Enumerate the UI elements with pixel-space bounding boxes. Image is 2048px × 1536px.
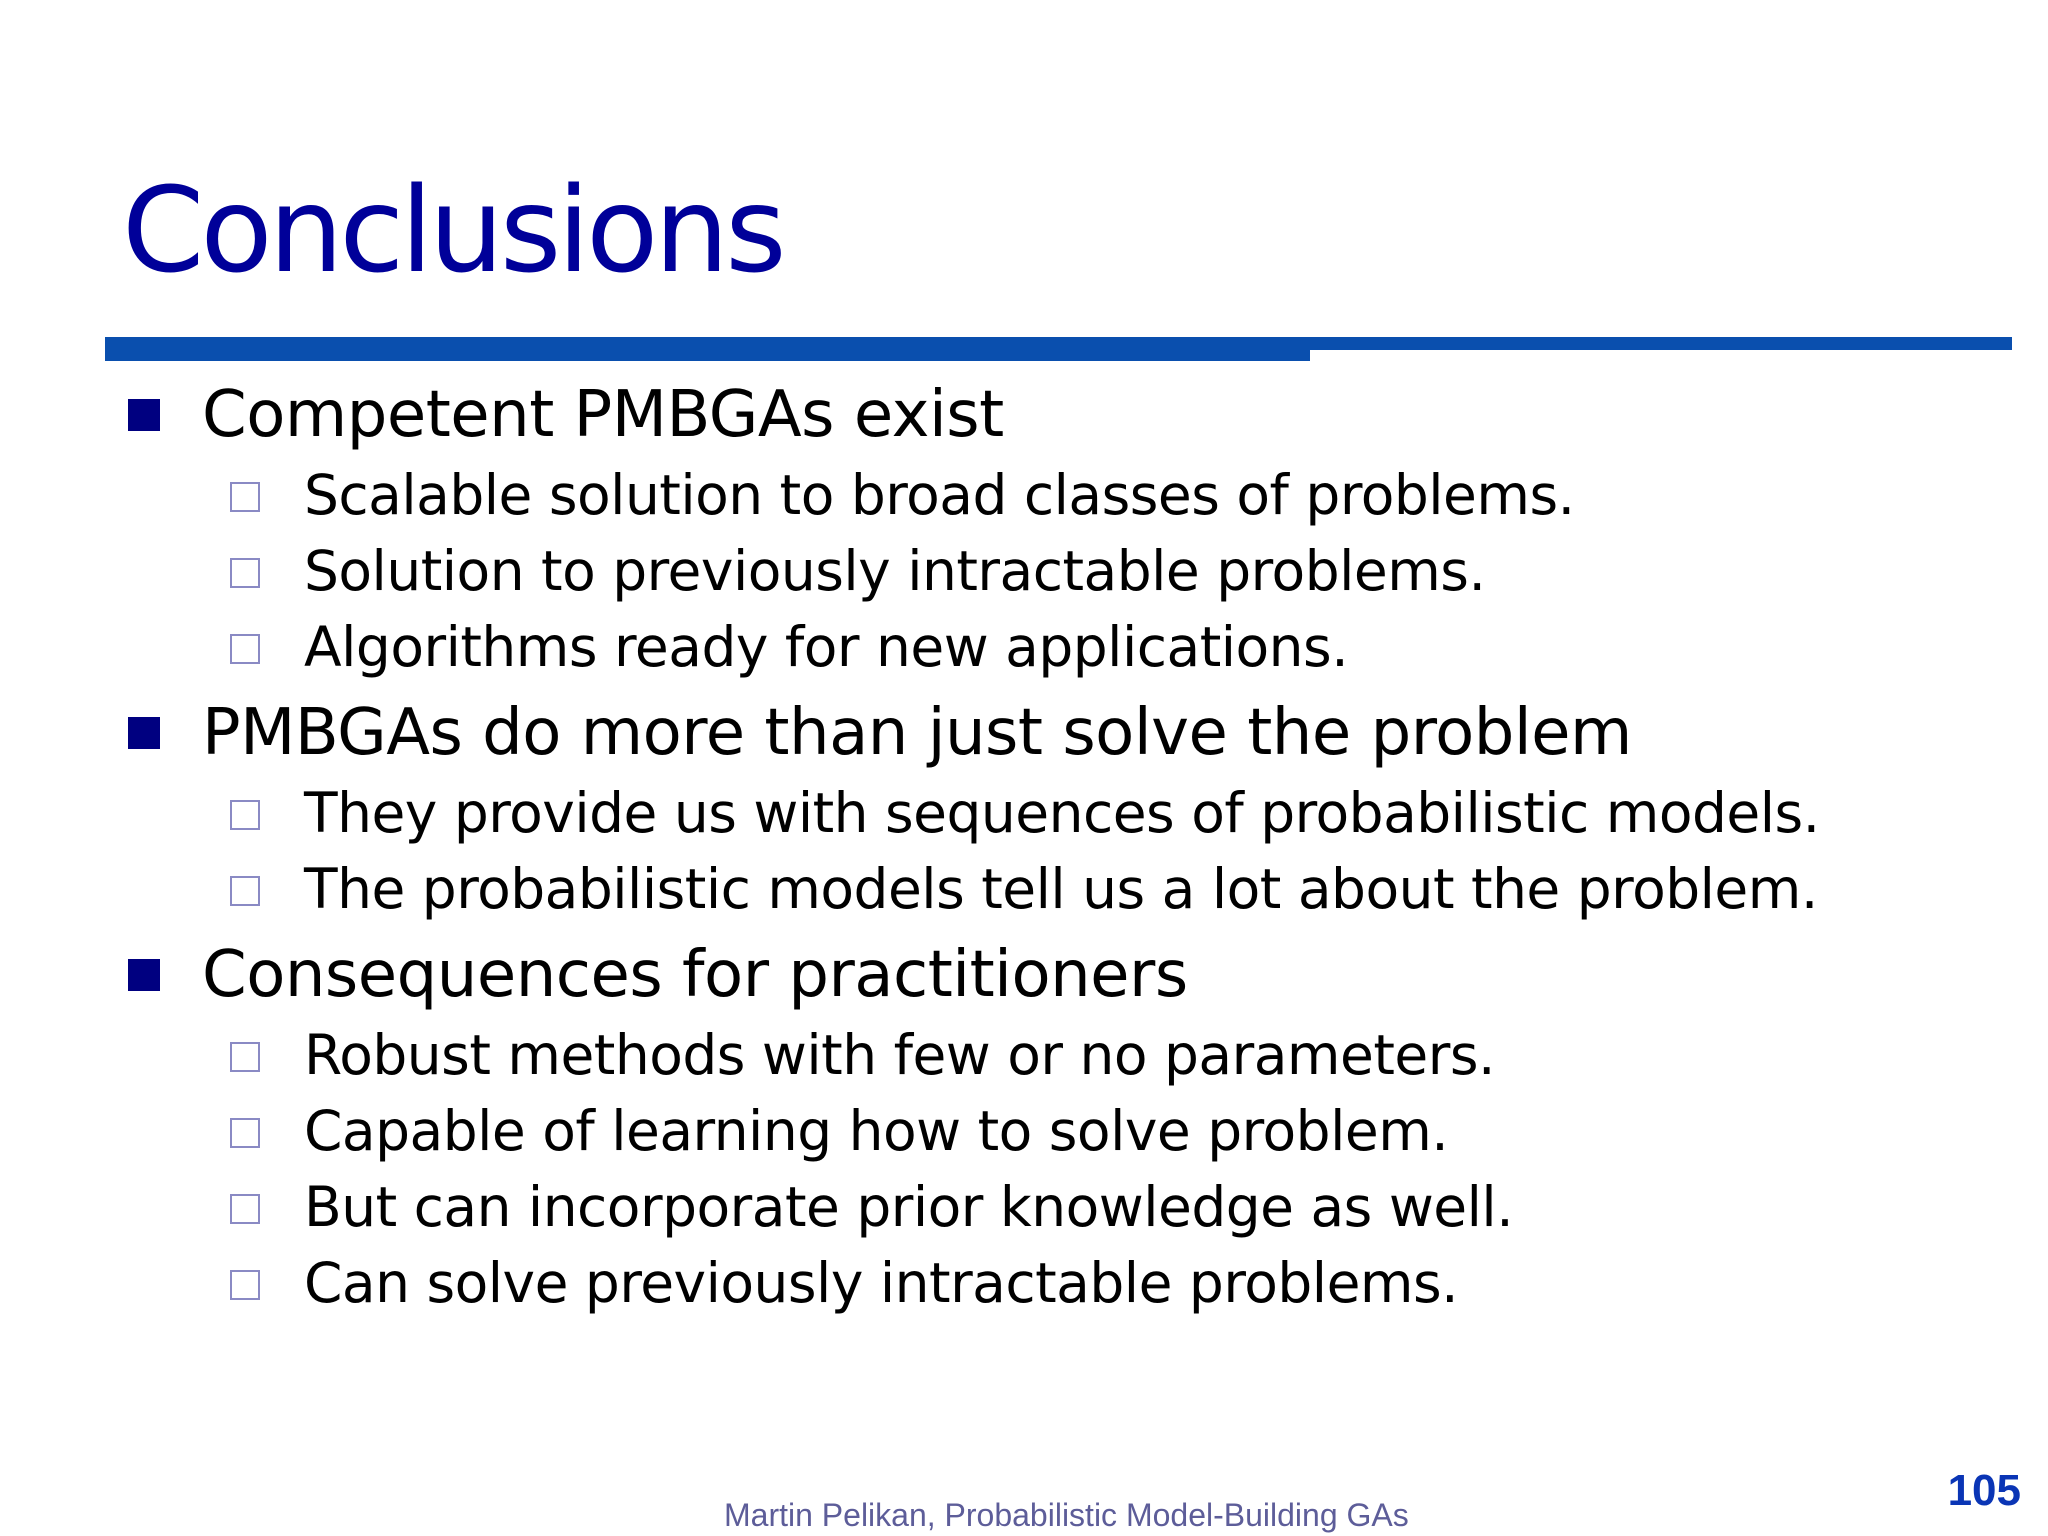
bullet-text: Consequences for practitioners bbox=[202, 938, 1188, 1012]
sub-bullet-item bbox=[230, 612, 1348, 682]
slide-title: Conclusions bbox=[122, 161, 783, 299]
bullet-text: PMBGAs do more than just solve the problem bbox=[202, 696, 1632, 770]
bullet-item bbox=[128, 375, 1004, 455]
sub-bullet-text: They provide us with sequences of probabilistic models. bbox=[304, 781, 1820, 845]
sub-bullet-item bbox=[230, 1248, 1458, 1318]
square-bullet-icon bbox=[128, 717, 160, 749]
bullet-item bbox=[128, 693, 1632, 773]
sub-bullet-text: Algorithms ready for new applications. bbox=[304, 615, 1349, 679]
sub-bullet-item bbox=[230, 1096, 1448, 1166]
hollow-square-bullet-icon bbox=[230, 1118, 260, 1148]
square-bullet-icon bbox=[128, 959, 160, 991]
sub-bullet-text: Can solve previously intractable problems. bbox=[304, 1251, 1459, 1315]
hollow-square-bullet-icon bbox=[230, 1270, 260, 1300]
title-underline-thick bbox=[105, 337, 1310, 361]
sub-bullet-text: Solution to previously intractable problems. bbox=[304, 539, 1486, 603]
bullet-item bbox=[128, 935, 1188, 1015]
sub-bullet-text: Capable of learning how to solve problem. bbox=[304, 1099, 1449, 1163]
sub-bullet-text: Scalable solution to broad classes of problems. bbox=[304, 463, 1575, 527]
bullet-text: Competent PMBGAs exist bbox=[202, 378, 1004, 452]
hollow-square-bullet-icon bbox=[230, 800, 260, 830]
sub-bullet-text: The probabilistic models tell us a lot about the problem. bbox=[304, 857, 1818, 921]
hollow-square-bullet-icon bbox=[230, 876, 260, 906]
title-underline-thin bbox=[1300, 337, 2012, 350]
hollow-square-bullet-icon bbox=[230, 482, 260, 512]
sub-bullet-text: But can incorporate prior knowledge as well. bbox=[304, 1175, 1514, 1239]
sub-bullet-item bbox=[230, 536, 1485, 606]
sub-bullet-text: Robust methods with few or no parameters. bbox=[304, 1023, 1495, 1087]
page-number: 105 bbox=[1947, 1466, 2021, 1515]
slide-footer: Martin Pelikan, Probabilistic Model-Building GAs bbox=[724, 1497, 1409, 1533]
hollow-square-bullet-icon bbox=[230, 1042, 260, 1072]
sub-bullet-item bbox=[230, 1172, 1513, 1242]
hollow-square-bullet-icon bbox=[230, 634, 260, 664]
sub-bullet-item bbox=[230, 778, 1820, 848]
sub-bullet-item bbox=[230, 460, 1575, 530]
hollow-square-bullet-icon bbox=[230, 558, 260, 588]
sub-bullet-item bbox=[230, 854, 1818, 924]
square-bullet-icon bbox=[128, 399, 160, 431]
sub-bullet-item bbox=[230, 1020, 1495, 1090]
hollow-square-bullet-icon bbox=[230, 1194, 260, 1224]
